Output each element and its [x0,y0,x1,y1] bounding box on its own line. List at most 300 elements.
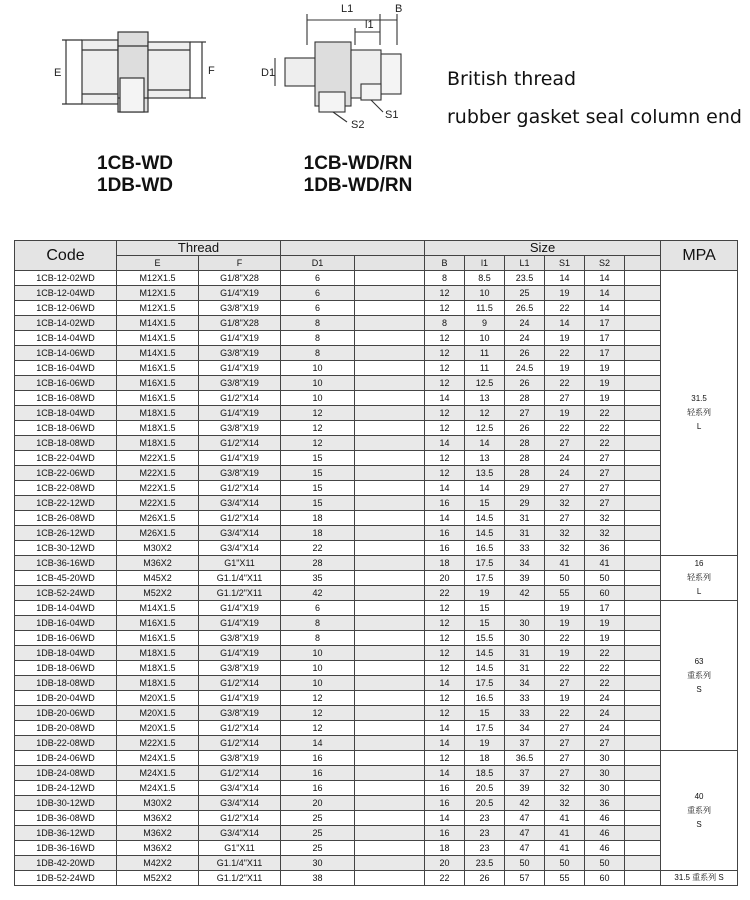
cell-s1: 32 [545,781,585,796]
table-row [15,826,738,841]
mpa-mark: S [696,819,702,829]
cell-s2: 27 [585,736,625,751]
cell-d1: 28 [281,556,355,571]
cell-code: 1DB-24-12WD [15,781,117,796]
table-row [15,436,738,451]
cell-b: 14 [425,721,465,736]
cell-f: G1"X11 [199,841,281,856]
cell-blank [355,556,425,571]
cell-blank [625,511,661,526]
cell-d1: 20 [281,796,355,811]
cell-e: M24X1.5 [117,766,199,781]
cell-s1: 19 [545,286,585,301]
table-row [15,781,738,796]
cell-s2: 19 [585,391,625,406]
cell-blank [355,751,425,766]
cell-l1: 37 [505,766,545,781]
header-f: F [199,256,281,271]
mpa-value: 40 [694,791,704,801]
cell-s2: 46 [585,841,625,856]
description-line-2: rubber gasket seal column end [447,106,742,128]
cell-l1: 36.5 [505,751,545,766]
cell-l1: 30 [505,616,545,631]
cell-code: 1CB-14-02WD [15,316,117,331]
cell-b: 14 [425,676,465,691]
cell-l1: 33 [505,706,545,721]
cell-blank [355,526,425,541]
cell-f: G1/4"X19 [199,451,281,466]
cell-code: 1CB-16-06WD [15,376,117,391]
cell-b: 12 [425,406,465,421]
cell-f: G3/8"X19 [199,751,281,766]
cell-i1: 18.5 [465,766,505,781]
cell-f: G1/2"X14 [199,736,281,751]
cell-s1: 22 [545,706,585,721]
cell-f: G1/4"X19 [199,646,281,661]
cell-d1: 6 [281,601,355,616]
cell-s2: 19 [585,376,625,391]
table-row [15,496,738,511]
cell-blank [625,526,661,541]
cell-e: M14X1.5 [117,346,199,361]
cell-e: M16X1.5 [117,391,199,406]
cell-e: M16X1.5 [117,616,199,631]
cell-e: M22X1.5 [117,736,199,751]
cell-blank [625,271,661,286]
cell-i1: 13 [465,391,505,406]
cell-code: 1DB-36-08WD [15,811,117,826]
cell-e: M16X1.5 [117,631,199,646]
mpa-mark: L [696,587,702,596]
cell-d1: 16 [281,766,355,781]
cell-l1: 28 [505,391,545,406]
cell-blank [625,481,661,496]
cell-f: G3/4"X14 [199,541,281,556]
cell-code: 1CB-18-08WD [15,436,117,451]
mpa-series: 轻系列 [687,408,712,417]
mpa-value: 63 [694,656,704,666]
cell-code: 1CB-14-04WD [15,331,117,346]
cell-b: 16 [425,781,465,796]
cell-d1: 10 [281,661,355,676]
cell-code: 1CB-12-06WD [15,301,117,316]
table-row [15,376,738,391]
cell-d1: 6 [281,286,355,301]
cell-l1: 31 [505,511,545,526]
cell-l1: 25 [505,286,545,301]
cell-blank [625,646,661,661]
label-l1: L1 [341,3,354,15]
cell-e: M22X1.5 [117,466,199,481]
cell-blank [625,631,661,646]
cell-blank [625,406,661,421]
cell-i1: 10 [465,286,505,301]
cell-b: 12 [425,376,465,391]
cell-s2: 22 [585,661,625,676]
model-left-2: 1DB-WD [97,175,173,196]
cell-blank [625,451,661,466]
cell-code: 1CB-22-04WD [15,451,117,466]
cell-d1: 8 [281,316,355,331]
cell-b: 22 [425,586,465,601]
cell-blank [625,841,661,856]
cell-i1: 16.5 [465,541,505,556]
cell-blank [625,466,661,481]
cell-f: G3/8"X19 [199,346,281,361]
cell-blank [625,616,661,631]
cell-e: M18X1.5 [117,661,199,676]
cell-f: G1/4"X19 [199,691,281,706]
cell-blank [355,511,425,526]
cell-code: 1DB-18-06WD [15,661,117,676]
cell-blank [355,811,425,826]
mpa-series: 轻系列 [687,573,712,582]
cell-l1: 57 [505,871,545,886]
cell-blank [355,481,425,496]
label-d1: D1 [261,67,276,79]
cell-blank [625,601,661,616]
cell-blank [625,811,661,826]
cell-blank [355,466,425,481]
cell-s2: 14 [585,271,625,286]
cell-s2: 60 [585,586,625,601]
cell-f: G1/4"X19 [199,601,281,616]
cell-b: 16 [425,496,465,511]
cell-code: 1CB-16-08WD [15,391,117,406]
cell-blank [625,436,661,451]
cell-b: 20 [425,571,465,586]
cell-l1: 42 [505,586,545,601]
cell-b: 18 [425,841,465,856]
cell-e: M18X1.5 [117,421,199,436]
cell-l1: 31 [505,646,545,661]
mpa-value: 31.5 [691,394,707,403]
table-row [15,316,738,331]
cell-b: 18 [425,556,465,571]
mpa-series: 重系列 [687,670,712,680]
cell-f: G1/4"X19 [199,616,281,631]
mpa-group [661,871,738,886]
cell-blank [625,571,661,586]
cell-s2: 27 [585,451,625,466]
cell-f: G1/4"X19 [199,286,281,301]
cell-l1: 30 [505,631,545,646]
cell-s2: 17 [585,331,625,346]
cell-i1: 17.5 [465,721,505,736]
cell-e: M30X2 [117,796,199,811]
cell-f: G1/4"X19 [199,331,281,346]
cell-l1: 39 [505,781,545,796]
cell-s2: 30 [585,766,625,781]
cell-code: 1DB-30-12WD [15,796,117,811]
cell-i1: 14.5 [465,511,505,526]
cell-e: M24X1.5 [117,781,199,796]
cell-i1: 14.5 [465,646,505,661]
cell-e: M14X1.5 [117,316,199,331]
cell-f: G3/8"X19 [199,466,281,481]
cell-i1: 18 [465,751,505,766]
cell-l1: 24.5 [505,361,545,376]
table-row [15,706,738,721]
table-row [15,721,738,736]
cell-s1: 19 [545,646,585,661]
label-f: F [208,65,215,77]
table-row [15,571,738,586]
cell-blank [625,421,661,436]
cell-i1: 12.5 [465,421,505,436]
cell-f: G1/4"X19 [199,406,281,421]
cell-code: 1CB-12-04WD [15,286,117,301]
cell-e: M22X1.5 [117,481,199,496]
cell-s1: 19 [545,406,585,421]
table-row [15,511,738,526]
cell-f: G1.1/4"X11 [199,856,281,871]
cell-s1: 24 [545,466,585,481]
cell-f: G1/2"X14 [199,436,281,451]
cell-b: 14 [425,391,465,406]
cell-d1: 15 [281,451,355,466]
cell-i1: 11.5 [465,301,505,316]
description-line-1: British thread [447,68,577,90]
cell-l1: 42 [505,796,545,811]
cell-l1: 37 [505,736,545,751]
cell-i1: 14 [465,481,505,496]
cell-blank [355,856,425,871]
cell-blank [625,721,661,736]
cell-e: M36X2 [117,841,199,856]
cell-blank [355,301,425,316]
cell-e: M20X1.5 [117,721,199,736]
cell-e: M18X1.5 [117,436,199,451]
cell-f: G1.1/2"X11 [199,871,281,886]
cell-b: 8 [425,271,465,286]
table-row [15,646,738,661]
cell-b: 22 [425,871,465,886]
cell-code: 1DB-18-08WD [15,676,117,691]
cell-s2: 46 [585,826,625,841]
label-s1: S1 [385,109,399,121]
cell-i1: 17.5 [465,556,505,571]
header-mpa: MPA [661,241,738,271]
header-s2: S2 [585,256,625,271]
cell-e: M26X1.5 [117,511,199,526]
table-row [15,601,738,616]
cell-s1: 55 [545,871,585,886]
cell-e: M18X1.5 [117,676,199,691]
cell-i1: 20.5 [465,796,505,811]
cell-s2: 50 [585,571,625,586]
cell-s2: 14 [585,301,625,316]
cell-d1: 15 [281,496,355,511]
cell-l1: 26 [505,376,545,391]
cell-s1: 22 [545,421,585,436]
header-b: B [425,256,465,271]
cell-e: M26X1.5 [117,526,199,541]
cell-i1: 9 [465,316,505,331]
header-empty-2 [625,256,661,271]
cell-s2: 36 [585,796,625,811]
cell-d1: 6 [281,271,355,286]
table-row [15,481,738,496]
cell-l1: 34 [505,556,545,571]
cell-code: 1CB-22-08WD [15,481,117,496]
cell-d1: 25 [281,826,355,841]
table-row [15,526,738,541]
cell-s1: 32 [545,796,585,811]
cell-blank [355,661,425,676]
cell-d1: 8 [281,631,355,646]
cell-s2: 14 [585,286,625,301]
cell-blank [355,631,425,646]
cell-s2: 22 [585,421,625,436]
cell-l1: 24 [505,331,545,346]
cell-f: G1.1/4"X11 [199,571,281,586]
table-row [15,541,738,556]
cell-code: 1DB-22-08WD [15,736,117,751]
cell-s1: 19 [545,601,585,616]
cell-e: M16X1.5 [117,361,199,376]
cell-b: 14 [425,511,465,526]
cell-l1: 27 [505,406,545,421]
cell-i1: 13.5 [465,466,505,481]
cell-i1: 19 [465,586,505,601]
cell-blank [355,616,425,631]
cell-e: M20X1.5 [117,706,199,721]
cell-l1: 29 [505,481,545,496]
cell-s1: 41 [545,556,585,571]
cell-b: 14 [425,481,465,496]
cell-s2: 22 [585,646,625,661]
header-d1: D1 [281,256,355,271]
cell-d1: 18 [281,526,355,541]
cell-blank [625,736,661,751]
cell-blank [355,316,425,331]
cell-e: M12X1.5 [117,286,199,301]
cell-s2: 32 [585,526,625,541]
cell-i1: 26 [465,871,505,886]
mpa-group [661,751,738,871]
cell-s1: 27 [545,676,585,691]
cell-d1: 10 [281,376,355,391]
cell-s1: 14 [545,316,585,331]
cell-code: 1DB-16-06WD [15,631,117,646]
table-row [15,331,738,346]
cell-b: 12 [425,286,465,301]
cell-f: G3/8"X19 [199,661,281,676]
cell-e: M18X1.5 [117,406,199,421]
cell-blank [355,796,425,811]
cell-blank [355,871,425,886]
cell-s1: 19 [545,616,585,631]
mpa-value: 31.5 重系列 S [674,873,724,882]
cell-f: G1"X11 [199,556,281,571]
cell-b: 14 [425,436,465,451]
cell-s2: 17 [585,316,625,331]
cell-b: 12 [425,361,465,376]
cell-blank [355,826,425,841]
cell-d1: 12 [281,406,355,421]
table-row [15,451,738,466]
cell-blank [625,661,661,676]
cell-blank [355,706,425,721]
cell-d1: 8 [281,616,355,631]
cell-s1: 19 [545,691,585,706]
cell-blank [625,376,661,391]
cell-i1: 8.5 [465,271,505,286]
cell-blank [355,691,425,706]
cell-f: G3/4"X14 [199,526,281,541]
cell-blank [625,346,661,361]
cell-f: G3/4"X14 [199,781,281,796]
cell-i1: 14.5 [465,526,505,541]
fitting-drawing-left [40,20,220,130]
cell-b: 16 [425,526,465,541]
cell-s1: 22 [545,631,585,646]
cell-blank [625,706,661,721]
table-row [15,661,738,676]
model-right-2: 1DB-WD/RN [303,175,413,196]
cell-blank [355,331,425,346]
cell-l1: 39 [505,571,545,586]
cell-l1: 34 [505,721,545,736]
cell-s1: 50 [545,856,585,871]
mpa-mark: L [696,422,702,431]
cell-e: M22X1.5 [117,451,199,466]
cell-s2: 60 [585,871,625,886]
cell-blank [355,601,425,616]
cell-l1: 29 [505,496,545,511]
cell-b: 16 [425,541,465,556]
cell-code: 1CB-22-06WD [15,466,117,481]
table-row [15,766,738,781]
cell-f: G1/8"X28 [199,316,281,331]
cell-s2: 30 [585,781,625,796]
cell-d1: 25 [281,841,355,856]
model-label-left [55,153,215,197]
cell-d1: 42 [281,586,355,601]
table-row [15,286,738,301]
table-row [15,631,738,646]
cell-i1: 23 [465,841,505,856]
cell-s1: 27 [545,751,585,766]
cell-blank [625,286,661,301]
cell-code: 1DB-36-16WD [15,841,117,856]
label-i1: l1 [365,19,374,31]
cell-b: 12 [425,421,465,436]
cell-blank [355,421,425,436]
cell-blank [625,856,661,871]
cell-code: 1DB-20-04WD [15,691,117,706]
cell-blank [355,346,425,361]
cell-blank [355,451,425,466]
cell-s1: 19 [545,361,585,376]
cell-d1: 14 [281,736,355,751]
cell-blank [625,541,661,556]
cell-code: 1DB-20-06WD [15,706,117,721]
header-thread: Thread [117,241,281,256]
cell-e: M36X2 [117,811,199,826]
cell-f: G1/2"X14 [199,721,281,736]
cell-s2: 27 [585,496,625,511]
cell-l1: 28 [505,451,545,466]
cell-blank [625,301,661,316]
header-blank [281,241,425,256]
cell-blank [625,766,661,781]
cell-d1: 12 [281,706,355,721]
cell-blank [355,376,425,391]
cell-blank [625,556,661,571]
cell-l1: 47 [505,841,545,856]
